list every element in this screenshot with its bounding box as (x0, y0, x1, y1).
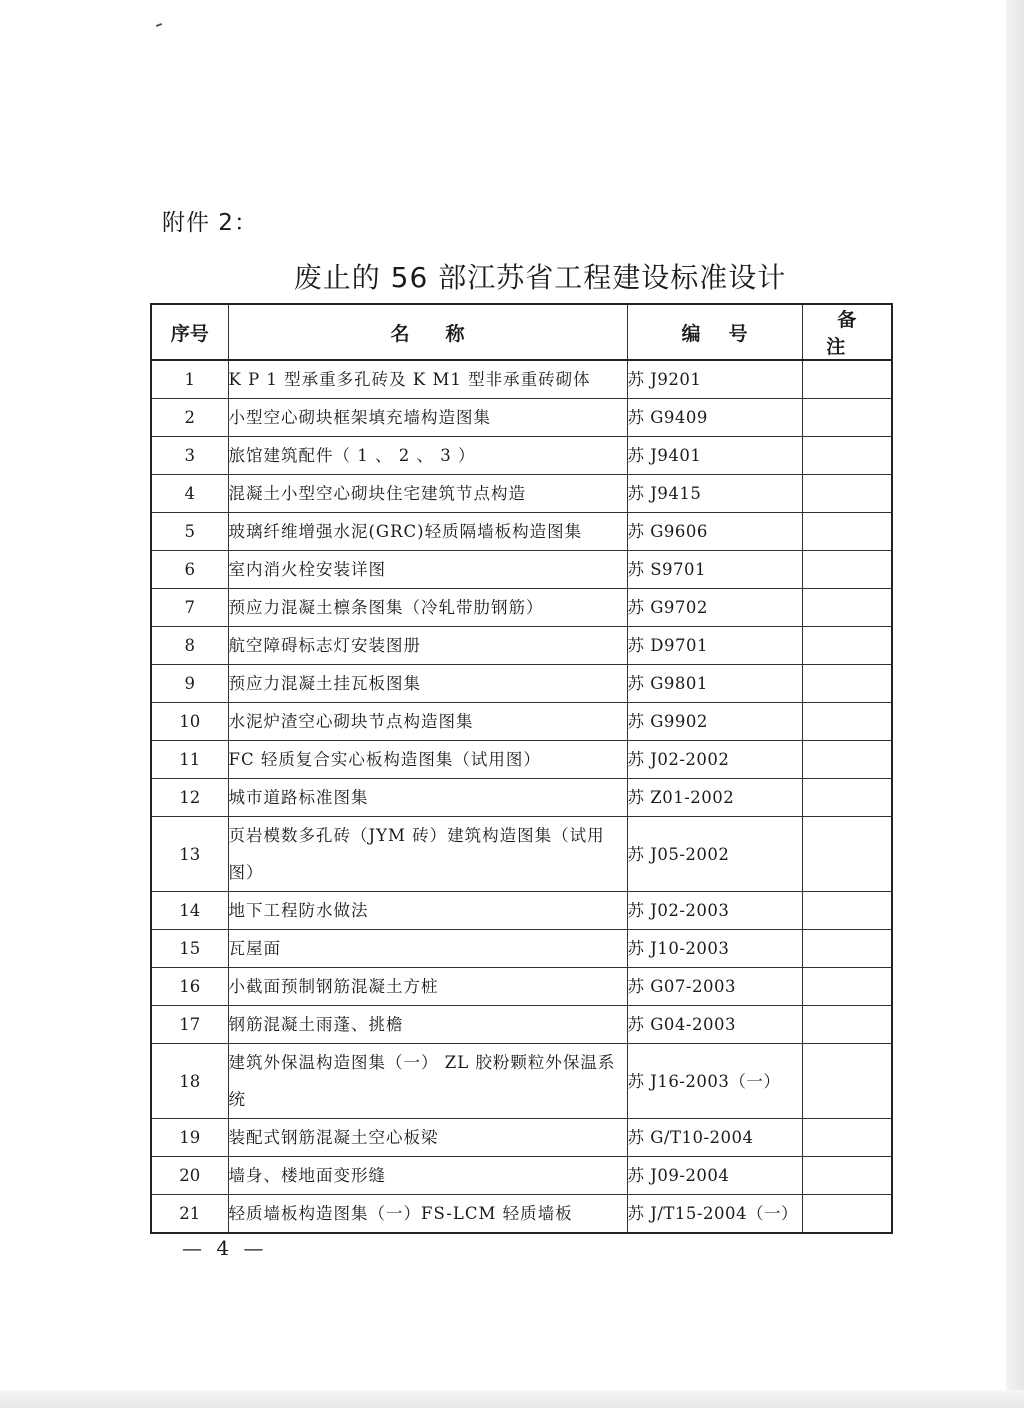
row-name: FC 轻质复合实心板构造图集（试用图） (228, 741, 627, 779)
row-code: 苏 G/T10-2004 (627, 1119, 802, 1157)
row-remark (802, 741, 892, 779)
table-row (151, 817, 892, 892)
row-code: 苏 G9902 (627, 703, 802, 741)
row-name: 瓦屋面 (228, 930, 627, 968)
row-seq: 4 (151, 475, 228, 513)
row-name: 水泥炉渣空心砌块节点构造图集 (228, 703, 627, 741)
row-code: 苏 J09-2004 (627, 1157, 802, 1195)
row-seq: 3 (151, 437, 228, 475)
page-edge-shadow (1006, 0, 1024, 1408)
row-code: 苏 G9409 (627, 399, 802, 437)
table-row (151, 779, 892, 817)
row-name: 钢筋混凝土雨蓬、挑檐 (228, 1006, 627, 1044)
row-name: 地下工程防水做法 (228, 892, 627, 930)
row-code: 苏 J02-2002 (627, 741, 802, 779)
document-title: 废止的 56 部江苏省工程建设标准设计 (293, 261, 787, 294)
header-name: 名称 (228, 304, 627, 360)
row-seq: 2 (151, 399, 228, 437)
row-name: 航空障碍标志灯安装图册 (228, 627, 627, 665)
table-body (151, 360, 892, 1233)
row-seq: 8 (151, 627, 228, 665)
row-seq: 17 (151, 1006, 228, 1044)
row-remark (802, 930, 892, 968)
row-remark (802, 360, 892, 399)
row-code: 苏 G9606 (627, 513, 802, 551)
row-code: 苏 G9702 (627, 589, 802, 627)
row-name: 预应力混凝土檩条图集（冷轧带肋钢筋） (228, 589, 627, 627)
row-remark (802, 513, 892, 551)
row-code: 苏 G07-2003 (627, 968, 802, 1006)
row-code: 苏 J16-2003（一） (627, 1044, 802, 1119)
row-name: 页岩模数多孔砖（JYM 砖）建筑构造图集（试用图） (228, 817, 627, 892)
row-seq: 10 (151, 703, 228, 741)
table-row (151, 1157, 892, 1195)
standards-table (150, 303, 893, 1234)
table-header-row (151, 304, 892, 360)
row-name: 室内消火栓安装详图 (228, 551, 627, 589)
row-remark (802, 1157, 892, 1195)
row-remark (802, 779, 892, 817)
table-row (151, 360, 892, 399)
row-remark (802, 1119, 892, 1157)
table-row (151, 703, 892, 741)
row-code: 苏 G04-2003 (627, 1006, 802, 1044)
attachment-label: 附件 2： (162, 210, 258, 236)
row-code: 苏 J05-2002 (627, 817, 802, 892)
row-seq: 21 (151, 1195, 228, 1234)
row-name: 建筑外保温构造图集（一） ZL 胶粉颗粒外保温系统 (228, 1044, 627, 1119)
table-row (151, 930, 892, 968)
row-name: 装配式钢筋混凝土空心板梁 (228, 1119, 627, 1157)
table-row (151, 551, 892, 589)
header-remark: 备注 (802, 304, 892, 360)
table-row (151, 399, 892, 437)
row-seq: 18 (151, 1044, 228, 1119)
header-code: 编号 (627, 304, 802, 360)
row-remark (802, 665, 892, 703)
row-seq: 13 (151, 817, 228, 892)
row-seq: 15 (151, 930, 228, 968)
table-row (151, 665, 892, 703)
row-name: 轻质墙板构造图集（一）FS-LCM 轻质墙板 (228, 1195, 627, 1234)
table-row (151, 513, 892, 551)
row-remark (802, 627, 892, 665)
row-name: 玻璃纤维增强水泥(GRC)轻质隔墙板构造图集 (228, 513, 627, 551)
row-code: 苏 J9415 (627, 475, 802, 513)
table-row (151, 1044, 892, 1119)
row-remark (802, 551, 892, 589)
scan-speck (156, 23, 162, 27)
row-code: 苏 J/T15-2004（一） (627, 1195, 802, 1234)
row-name: 城市道路标准图集 (228, 779, 627, 817)
table-row (151, 968, 892, 1006)
row-seq: 20 (151, 1157, 228, 1195)
page-number: — 4 — (182, 1236, 268, 1260)
header-seq: 序号 (151, 304, 228, 360)
table-row (151, 892, 892, 930)
row-code: 苏 J10-2003 (627, 930, 802, 968)
row-code: 苏 J02-2003 (627, 892, 802, 930)
row-remark (802, 1044, 892, 1119)
table-row (151, 437, 892, 475)
row-code: 苏 D9701 (627, 627, 802, 665)
row-name: 预应力混凝土挂瓦板图集 (228, 665, 627, 703)
row-seq: 5 (151, 513, 228, 551)
row-remark (802, 399, 892, 437)
table-row (151, 1006, 892, 1044)
row-seq: 1 (151, 360, 228, 399)
row-seq: 12 (151, 779, 228, 817)
table-row (151, 475, 892, 513)
row-remark (802, 892, 892, 930)
row-code: 苏 G9801 (627, 665, 802, 703)
table-row (151, 1119, 892, 1157)
table-row (151, 741, 892, 779)
row-seq: 6 (151, 551, 228, 589)
row-remark (802, 968, 892, 1006)
row-remark (802, 437, 892, 475)
row-remark (802, 475, 892, 513)
row-name: K P 1 型承重多孔砖及 K M1 型非承重砖砌体 (228, 360, 627, 399)
row-code: 苏 Z01-2002 (627, 779, 802, 817)
row-seq: 11 (151, 741, 228, 779)
row-seq: 16 (151, 968, 228, 1006)
page-edge-shadow-bottom (0, 1390, 1024, 1408)
row-seq: 19 (151, 1119, 228, 1157)
row-remark (802, 589, 892, 627)
row-name: 旅馆建筑配件（ 1 、 2 、 3 ） (228, 437, 627, 475)
row-seq: 7 (151, 589, 228, 627)
row-code: 苏 S9701 (627, 551, 802, 589)
row-name: 混凝土小型空心砌块住宅建筑节点构造 (228, 475, 627, 513)
row-remark (802, 1006, 892, 1044)
row-remark (802, 703, 892, 741)
row-name: 墙身、楼地面变形缝 (228, 1157, 627, 1195)
row-name: 小型空心砌块框架填充墙构造图集 (228, 399, 627, 437)
table-row (151, 589, 892, 627)
row-remark (802, 1195, 892, 1234)
row-code: 苏 J9401 (627, 437, 802, 475)
row-seq: 14 (151, 892, 228, 930)
row-remark (802, 817, 892, 892)
row-seq: 9 (151, 665, 228, 703)
row-name: 小截面预制钢筋混凝土方桩 (228, 968, 627, 1006)
row-code: 苏 J9201 (627, 360, 802, 399)
table-row (151, 627, 892, 665)
table-row (151, 1195, 892, 1234)
